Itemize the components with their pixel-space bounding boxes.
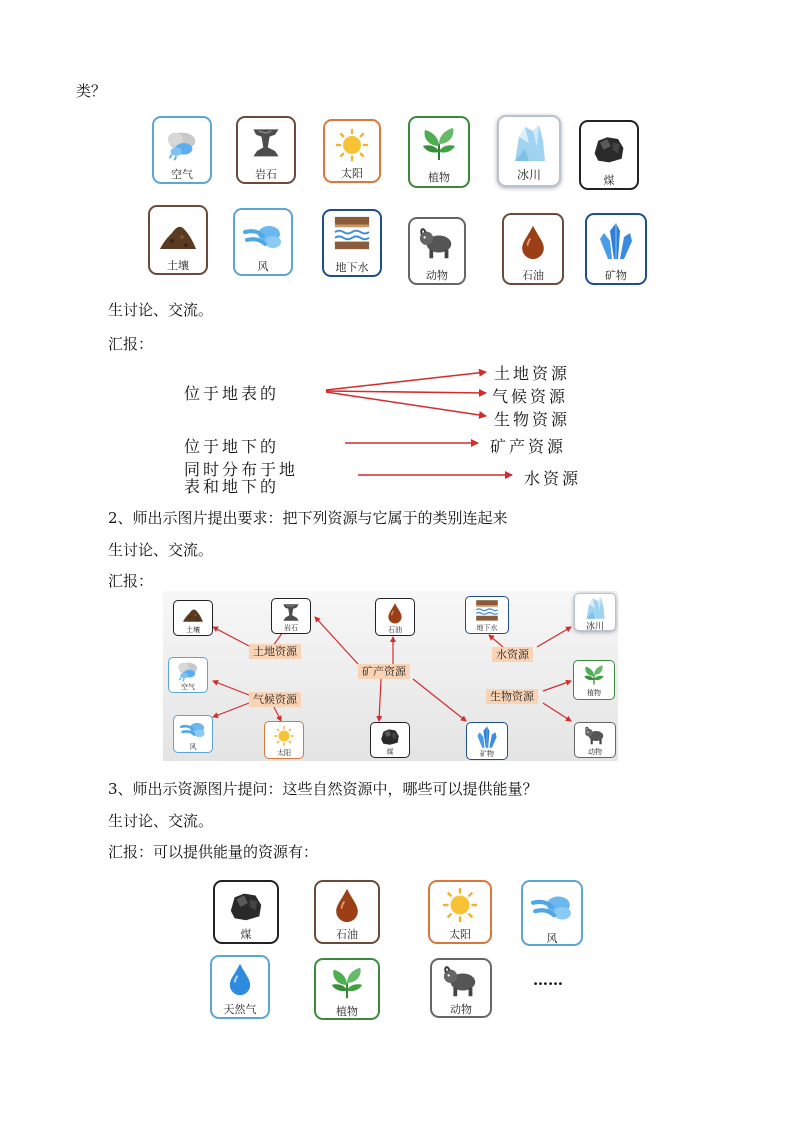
resource-mineral: 矿产资源 [490,439,567,456]
wind-icon [531,890,573,926]
question-tail: 类？ [76,82,107,100]
card-label: 植物 [587,689,601,697]
category-both-line2: 表和地下的 [184,479,280,496]
card-label: 动物 [588,748,602,756]
small-card-plant [573,660,615,700]
arrow [315,617,358,664]
small-card-mineral [466,722,508,760]
discussion-line: 生讨论、交流。 [108,301,214,319]
card-label: 空气 [181,683,195,691]
arrow [543,703,571,721]
small-card-sun [264,721,304,759]
card-label: 冰川 [585,622,604,632]
card-label: 动物 [426,269,448,282]
card-label: 石油 [336,928,358,941]
card-label: 空气 [171,168,193,181]
card-label: 矿物 [480,750,494,758]
energy-card-wind [521,880,583,946]
arrow [413,679,466,721]
sun-icon [273,725,295,747]
plant-icon [582,663,606,687]
card-label: 煤 [386,748,394,756]
resource-land: 土地资源 [494,366,571,383]
oil-drop-icon [384,602,406,624]
category-surface: 位于地表的 [184,386,280,403]
arrow [213,681,249,695]
card-label: 地下水 [335,261,369,274]
arrow [326,372,486,390]
animal-icon [440,963,482,1001]
card-label: 太阳 [341,167,363,180]
report-label: 汇报： [108,572,154,590]
small-card-oil [375,598,415,636]
resource-climate: 气候资源 [492,389,569,406]
energy-card-oil [314,880,380,944]
arrow [537,627,571,647]
card-label: 石油 [522,269,544,282]
energy-card-coal [213,880,279,944]
card-label: 地下水 [476,624,498,632]
wind-icon [180,719,206,741]
groundwater-icon [473,599,501,623]
discussion-line: 生讨论、交流。 [108,812,214,830]
card-label: 植物 [428,171,450,184]
small-card-rock [271,598,311,634]
category-underground: 位于地下的 [184,439,280,456]
glacier-icon [582,596,608,620]
arrow [543,681,571,691]
energy-card-sun [428,880,492,944]
coal-icon [378,725,402,747]
arrow [326,391,486,393]
tag-bio-resources: 生物资源 [486,689,538,704]
card-label: 土壤 [167,259,189,272]
arrow [213,627,249,646]
arrow [489,635,503,647]
arrow [273,705,281,721]
card-label: 冰川 [516,168,541,182]
gas-drop-icon [223,961,257,997]
resource-water: 水资源 [524,471,582,488]
cloud-icon [175,660,201,682]
card-label: 植物 [336,1005,358,1018]
small-card-glacier [574,593,616,631]
discussion-line: 生讨论、交流。 [108,541,214,559]
card-label: 煤 [240,928,252,941]
card-label: 风 [546,932,558,945]
card-label: 土壤 [186,626,200,634]
plant-icon [327,964,367,1002]
card-label: 风 [257,260,269,273]
report-answer: 汇报：可以提供能量的资源有： [108,843,319,861]
energy-card-plant [314,958,380,1020]
step-3-question: 3、师出示资源图片提问：这些自然资源中，哪些可以提供能量？ [108,780,538,798]
tag-climate-resources: 气候资源 [249,692,301,707]
card-label: 岩石 [284,624,298,632]
card-label: 动物 [450,1003,472,1016]
tag-mineral-resources: 矿产资源 [358,664,410,679]
card-label: 煤 [603,174,615,187]
ellipsis: …… [533,971,563,989]
report-label: 汇报： [108,335,154,353]
energy-card-natural-gas [210,955,270,1019]
card-label: 矿物 [605,269,627,282]
card-label: 太阳 [277,749,291,757]
oil-drop-icon [329,886,365,924]
mineral-crystal-icon [475,725,499,749]
sun-icon [441,886,479,924]
card-label: 岩石 [255,168,277,181]
small-card-wind [173,715,213,753]
small-card-animal [574,722,616,758]
coal-icon [225,886,267,924]
tag-water-resources: 水资源 [492,647,533,662]
classification-arrows [0,0,794,520]
card-label: 天然气 [223,1003,257,1016]
resource-biological: 生物资源 [494,412,571,429]
card-label: 太阳 [449,928,471,941]
tag-land-resources: 土地资源 [249,644,301,659]
category-both-line1: 同时分布于地 [184,462,299,479]
arrow [326,392,486,416]
soil-icon [180,603,206,625]
step-2-instruction: 2、师出示图片提出要求：把下列资源与它属于的类别连起来 [108,509,508,527]
animal-icon [582,725,608,747]
small-card-air [168,657,208,693]
small-card-coal [370,722,410,758]
card-label: 风 [189,743,197,751]
arrow [379,679,381,721]
card-label: 石油 [388,626,402,634]
small-card-soil [173,600,213,636]
rock-icon [279,601,303,623]
arrow [213,703,249,717]
energy-card-animal [430,958,492,1018]
small-card-groundwater [465,596,509,634]
